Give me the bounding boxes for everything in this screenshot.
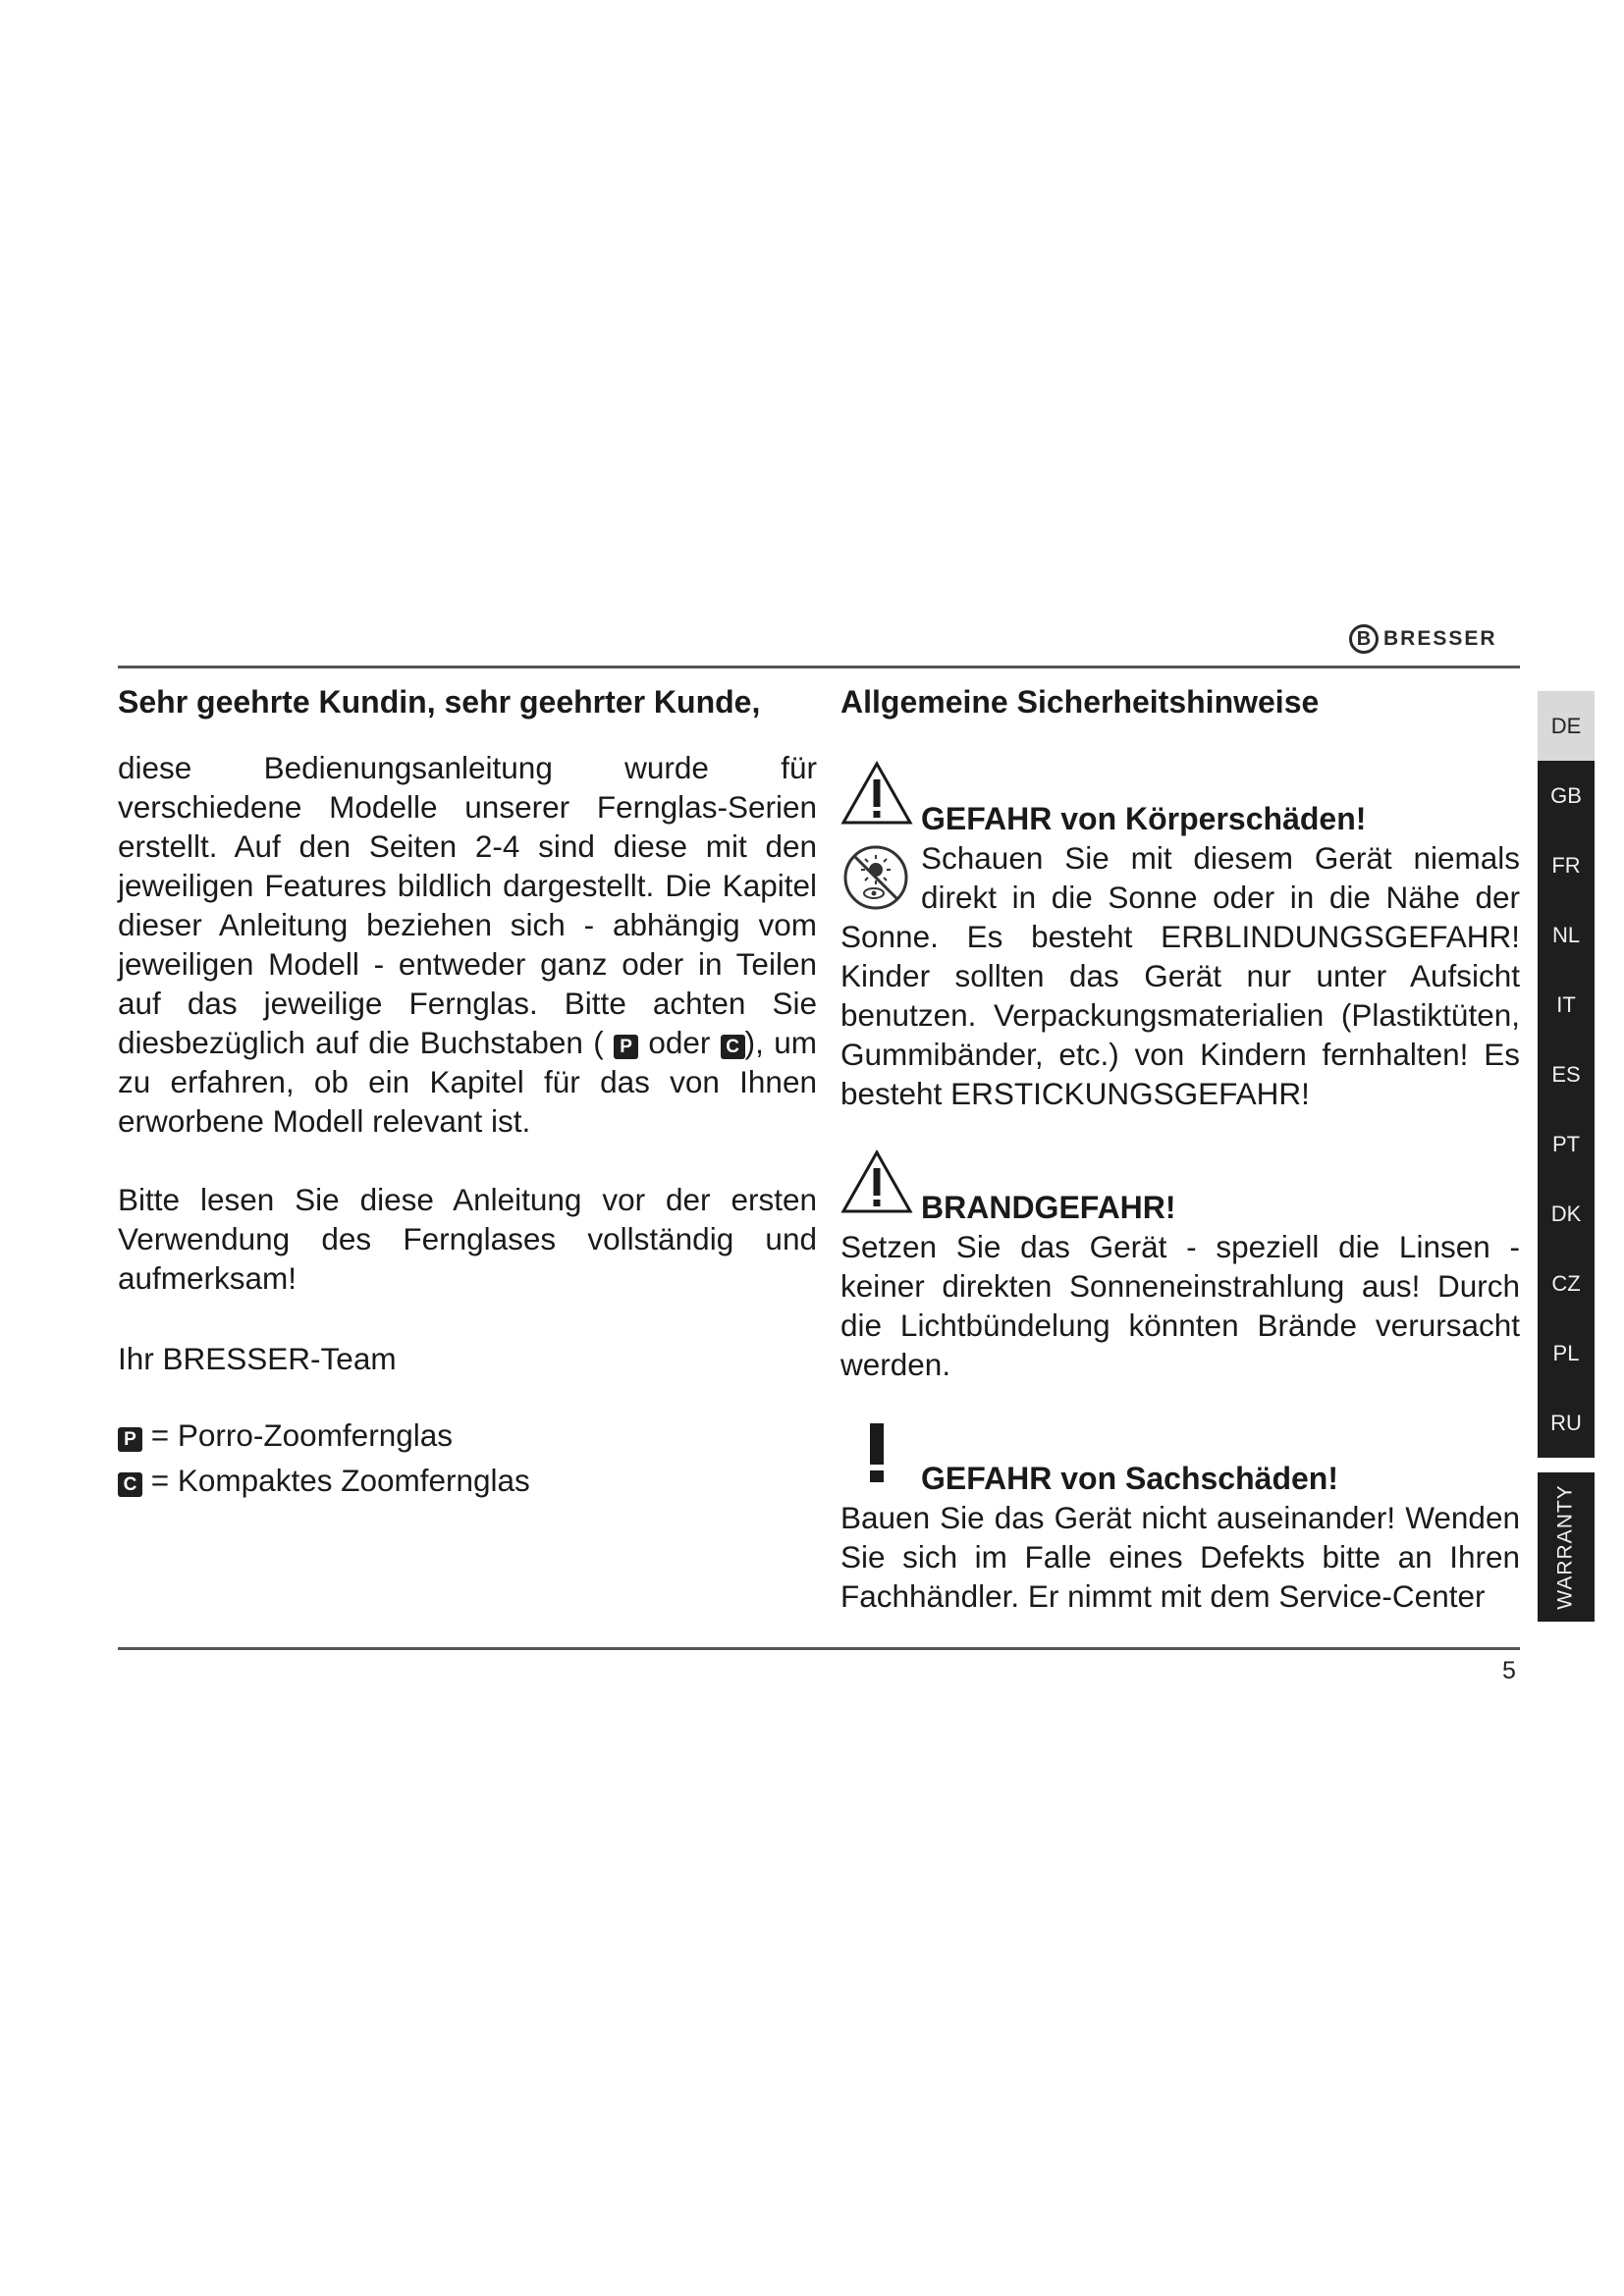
warning-damage-text: Bauen Sie das Gerät nicht auseinander! Wenden Sie sich im Falle eines Defekts bitte an Ihren Fachhändler. Er nimmt mit dem Service-Center (840, 1500, 1520, 1614)
legend-item-compact (118, 1461, 817, 1500)
warning-fire-text: Setzen Sie das Gerät - speziell die Linsen - keiner direkten Sonneneinstrahlung aus! Durch die Lichtbündelung könnten Brände verursacht werden. (840, 1229, 1520, 1382)
legend-text-compact: = Kompaktes Zoomfernglas (142, 1463, 530, 1498)
tab-language-gb[interactable]: GB (1538, 761, 1595, 830)
warning-injury-text: Schauen Sie mit diesem Gerät niemals direkt in die Sonne oder in die Nähe der Sonne. Es besteht ERBLINDUNGSGEFAHR! Kinder sollten das Gerät nur unter Aufsicht benutzen. Verpackungsmaterialien (Plastiktüten, Gummibänder, etc.) von Kindern fernhalten! Es besteht ERSTICKUNGSGEFAHR! (840, 840, 1520, 1111)
tab-language-es[interactable]: ES (1538, 1040, 1595, 1109)
tab-warranty[interactable] (1538, 1472, 1595, 1622)
warning-fire-title: BRANDGEFAHR! (921, 1190, 1176, 1225)
warning-triangle-icon (840, 760, 913, 827)
tab-language-fr[interactable]: FR (1538, 830, 1595, 900)
signoff: Ihr BRESSER-Team (118, 1341, 397, 1376)
footer-divider (118, 1647, 1520, 1650)
left-column (118, 677, 817, 1500)
tab-language-nl[interactable]: NL (1538, 900, 1595, 970)
warning-injury-title: GEFAHR von Körperschäden! (921, 801, 1367, 836)
legend-item-porro (118, 1415, 817, 1455)
brand-badge-icon: B (1349, 624, 1379, 654)
warning-fire (840, 1148, 1520, 1384)
tab-language-pl[interactable]: PL (1538, 1318, 1595, 1388)
brand-logo (1349, 622, 1497, 656)
intro-text-oder: oder (648, 1025, 711, 1060)
language-tabs (1538, 691, 1595, 1458)
compact-mark-icon: C (721, 1035, 745, 1059)
no-sun-viewing-icon (840, 838, 911, 917)
tab-language-dk[interactable]: DK (1538, 1179, 1595, 1249)
tab-language-de[interactable]: DE (1538, 691, 1595, 761)
warranty-label: WARRANTY (1554, 1484, 1578, 1610)
warning-damage-title: GEFAHR von Sachschäden! (921, 1461, 1338, 1496)
page-number: 5 (1502, 1657, 1516, 1684)
intro-text-part1: diese Bedienungsanleitung wurde für verschiedene Modelle unserer Fernglas-Serien erstellt. Auf den Seiten 2-4 sind diese mit den jeweiligen Features bildlich dargestellt. Die Kapitel dieser Anleitung beziehen sich - abhängig vom jeweiligen Modell - entweder ganz oder in Teilen auf das jeweilige Fernglas. Bitte achten Sie diesbezüglich auf die Buchstaben ( (118, 750, 817, 1060)
tab-language-ru[interactable]: RU (1538, 1388, 1595, 1458)
intro-paragraph (118, 748, 817, 1141)
warning-triangle-icon (840, 1148, 913, 1215)
porro-mark-icon: P (614, 1035, 638, 1059)
right-column (840, 677, 1520, 1616)
safety-heading: Allgemeine Sicherheitshinweise (840, 684, 1320, 720)
legend-mark-c-icon: C (118, 1472, 142, 1497)
legend-mark-p-icon: P (118, 1427, 142, 1452)
exclamation-icon (840, 1419, 913, 1486)
tab-language-it[interactable]: IT (1538, 970, 1595, 1040)
header-divider (118, 666, 1520, 668)
greeting-heading: Sehr geehrte Kundin, sehr geehrter Kunde, (118, 684, 761, 720)
intro-text-part2: ), um zu erfahren, ob ein Kapitel für das von Ihnen erworbene Modell relevant ist. (118, 1025, 817, 1139)
tab-language-pt[interactable]: PT (1538, 1109, 1595, 1179)
legend-text-porro: = Porro-Zoomfernglas (142, 1417, 453, 1453)
tab-language-cz[interactable]: CZ (1538, 1249, 1595, 1318)
warning-damage (840, 1419, 1520, 1616)
read-instructions-paragraph: Bitte lesen Sie diese Anleitung vor der ersten Verwendung des Fernglases vollständig und aufmerksam! (118, 1182, 817, 1296)
warning-injury (840, 760, 1520, 1113)
brand-name: BRESSER (1383, 627, 1497, 650)
